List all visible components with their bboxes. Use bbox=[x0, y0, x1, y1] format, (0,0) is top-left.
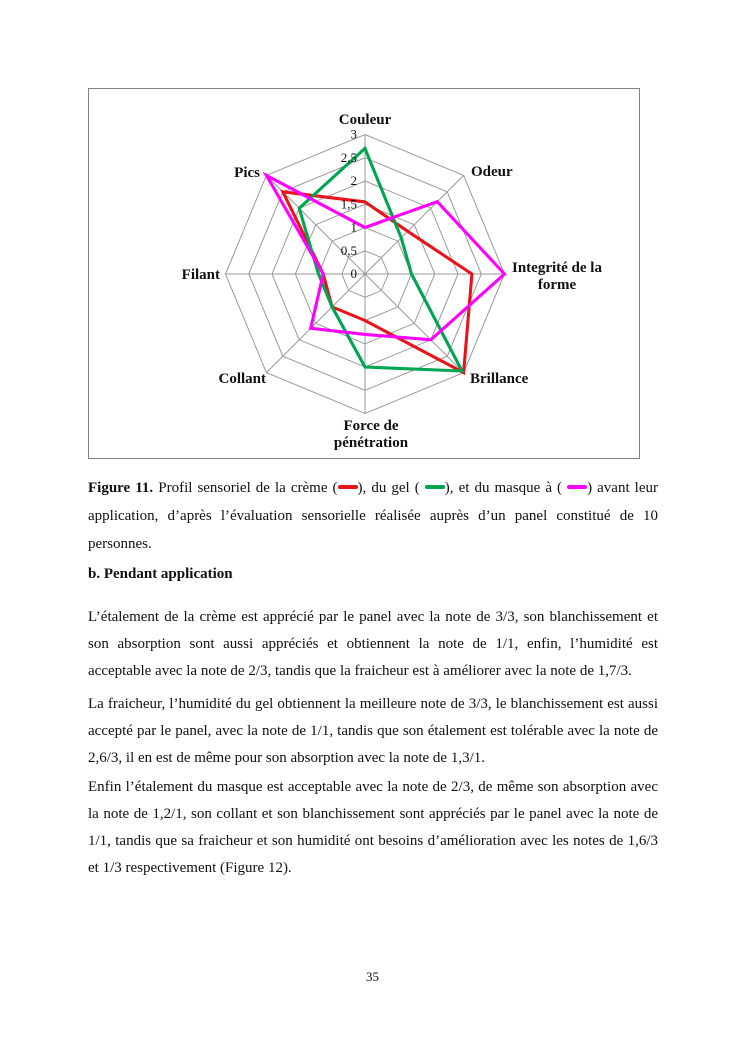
axis-label-2: Integrité de la bbox=[512, 260, 602, 276]
caption-text: Profil sensoriel de la crème ( bbox=[153, 480, 338, 496]
legend-swatch bbox=[567, 485, 587, 490]
figure-caption bbox=[88, 474, 658, 558]
legend-swatch bbox=[425, 485, 445, 490]
axis-label-4: pénétration bbox=[333, 435, 409, 451]
caption-text: ) avant leur application, d’après l’évaluation sensorielle réalisée auprès d’un panel constitué de 10 personnes. bbox=[88, 480, 658, 552]
radar-chart bbox=[89, 89, 639, 458]
page-number: 35 bbox=[366, 969, 379, 984]
axis-label-6: Filant bbox=[181, 267, 220, 283]
series-polygon-creme bbox=[283, 192, 472, 373]
figure-label: Figure 11. bbox=[88, 480, 154, 496]
caption-text: ), et du masque à ( bbox=[444, 480, 568, 496]
tick-label: 2,5 bbox=[340, 149, 357, 165]
axis-label-2: forme bbox=[537, 277, 577, 293]
legend-swatch bbox=[338, 485, 358, 490]
tick-label: 1 bbox=[350, 219, 357, 235]
tick-label: 0 bbox=[350, 266, 357, 281]
axis-label-0: Couleur bbox=[338, 112, 392, 128]
tick-label: 1,5 bbox=[340, 196, 357, 212]
axis-label-1: Odeur bbox=[471, 164, 513, 180]
tick-label: 0,5 bbox=[340, 242, 357, 258]
body-paragraph: La fraicheur, l’humidité du gel obtiennent la meilleure note de 3/3, le blanchissement est aussi accepté par le panel, avec la note de 1/1, tandis que son étalement est tolérable avec la note de 2,6/3, il en est de même pour son absorption avec la note de 1,3/1. bbox=[88, 696, 658, 766]
tick-label: 3 bbox=[350, 126, 357, 142]
tick-label: 2 bbox=[350, 173, 357, 188]
caption-text: ), du gel ( bbox=[357, 480, 425, 496]
figure-11-chart-frame bbox=[88, 88, 640, 459]
axis-label-4: Force de bbox=[343, 418, 399, 434]
axis-label-3: Brillance bbox=[470, 371, 529, 387]
axis-label-5: Collant bbox=[218, 371, 266, 387]
radar-spoke bbox=[266, 274, 365, 373]
body-paragraph: L’étalement de la crème est apprécié par le panel avec la note de 3/3, son blanchissement et son absorption sont aussi appréciés et obtiennent la note de 1/1, enfin, l’humidité est acceptable avec la note de 2/3, tandis que la fraicheur est à améliorer avec la note de 1,7/3. bbox=[88, 609, 658, 679]
body-paragraph: Enfin l’étalement du masque est acceptable avec la note de 2/3, de même son absorption avec la note de 1,2/1, son collant et son blanchissement sont appréciés par le panel avec la note de 1/1, tandis que sa fraicheur et son humidité ont besoins d’amélioration avec les notes de 1,6/3 et 1/3 respectivement (Figure 12). bbox=[88, 779, 658, 876]
axis-label-7: Pics bbox=[234, 165, 260, 181]
section-heading: b. Pendant application bbox=[88, 566, 233, 582]
